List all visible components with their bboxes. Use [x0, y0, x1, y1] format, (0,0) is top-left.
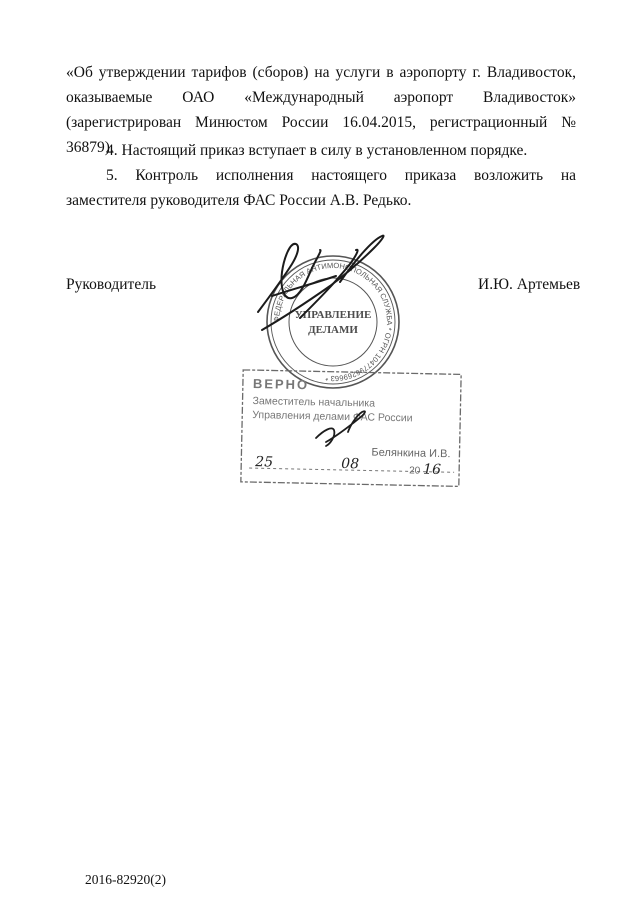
- stamp-position-line: Заместитель начальника: [252, 395, 376, 410]
- paragraph-item-5: 5. Контроль исполнения настоящего приказа возложить на заместителя руководителя ФАС России А.В. Редько.: [66, 167, 576, 209]
- paragraph-item-4: 4. Настоящий приказ вступает в силу в установленном порядке.: [106, 142, 528, 159]
- signatory-name: И.Ю. Артемьев: [478, 276, 581, 293]
- signatory-position: Руководитель: [66, 276, 157, 293]
- stamp-verno: ВЕРНО: [252, 376, 310, 393]
- stamp-department-line: Управления делами ФАС России: [252, 409, 413, 425]
- seal-center-line-1: УПРАВЛЕНИЕ: [294, 309, 372, 321]
- stamp-date-month: 08: [341, 455, 360, 473]
- copy-certification-stamp: [241, 370, 461, 487]
- stamp-date-day: 25: [255, 454, 274, 471]
- stamp-signer: Белянкина И.В.: [371, 446, 451, 461]
- stamp-date-year: 16: [422, 461, 442, 479]
- seal-ring-text: ФЕДЕРАЛЬНАЯ АНТИМОНОПОЛЬНАЯ СЛУЖБА * ОГРН 1047796269663 *: [271, 260, 395, 384]
- document-number: 2016-82920(2): [85, 872, 166, 887]
- official-seal: [267, 256, 399, 388]
- paragraph-continuation: «Об утверждении тарифов (сборов) на услуги в аэропорту г. Владивосток, оказываемые ОАО «Международный аэропорт Владивосток» (зарегистрирован Минюстом России 16.04.2015, регистрационный № 36879).: [66, 64, 576, 156]
- stamp-date-year-prefix: 20: [409, 465, 421, 477]
- seal-center-line-2: ДЕЛАМИ: [308, 324, 358, 336]
